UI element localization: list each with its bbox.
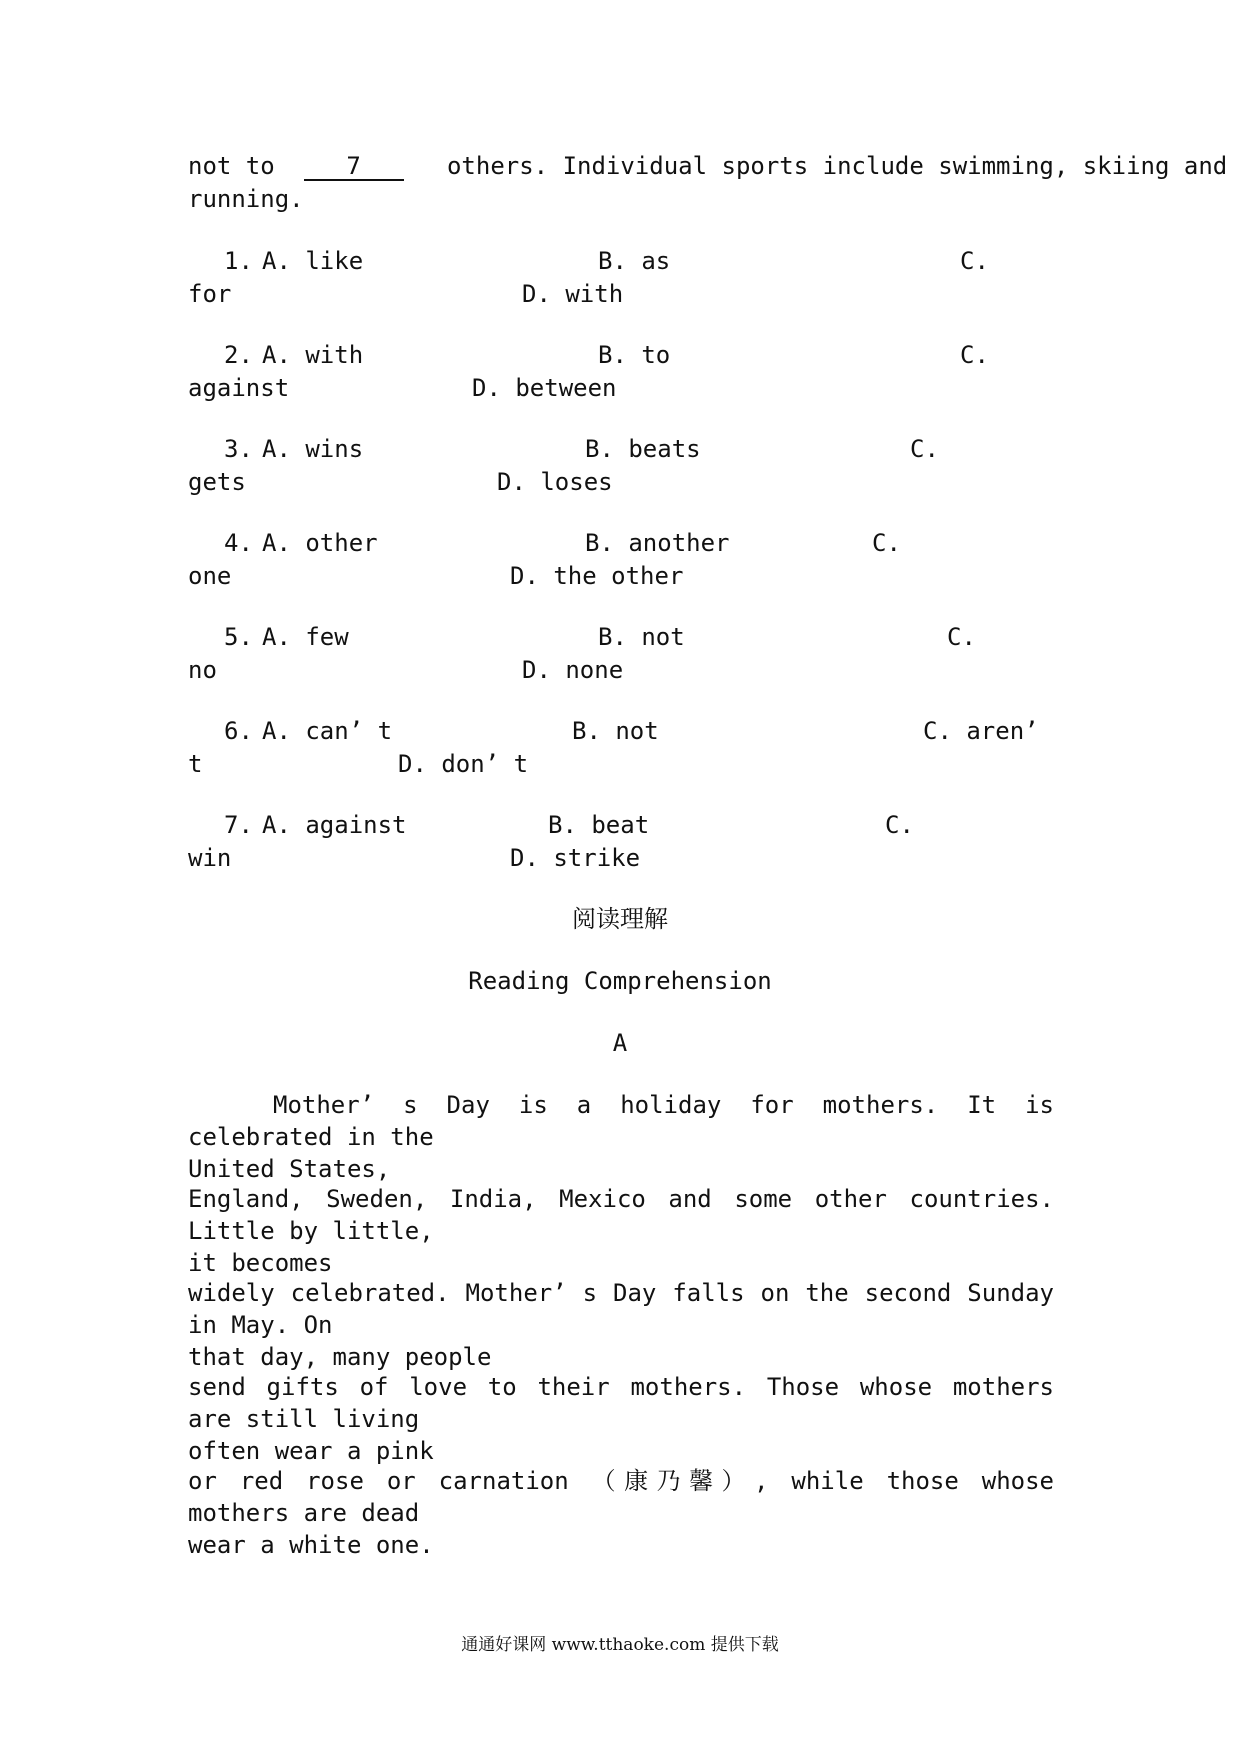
q1-option-d: D. with <box>522 280 624 308</box>
q4-number: 4. <box>224 529 253 557</box>
passage-line-5b: wear a white one. <box>188 1531 434 1559</box>
passage-line-5a: or red rose or carnation （康乃馨）, while those whose mothers are dead <box>188 1467 1054 1527</box>
q3-option-c: C. <box>910 435 939 463</box>
q1-option-c: C. <box>960 247 989 275</box>
q3-number: 3. <box>224 435 253 463</box>
q2-option-a: A. with <box>262 341 364 369</box>
q4-option-b: B. another <box>585 529 730 557</box>
q2-option-d: D. between <box>472 374 617 402</box>
q6-option-d: D. don’ t <box>398 750 529 778</box>
intro-after-blank: others. Individual sports include swimming, skiing and <box>446 152 1228 180</box>
passage-paragraph-5 <box>188 1465 1054 1561</box>
q5-option-c: C. <box>947 623 976 651</box>
q2-option-c-text: against <box>188 374 290 402</box>
intro-line-2: running. <box>188 185 304 213</box>
q3-option-b: B. beats <box>585 435 701 463</box>
section-title-english: Reading Comprehension <box>468 967 772 995</box>
passage-line-1b: United States, <box>188 1155 391 1183</box>
q4-option-d: D. the other <box>510 562 684 590</box>
q5-number: 5. <box>224 623 253 651</box>
q7-option-c-text: win <box>188 844 232 872</box>
blank-7: 7 <box>304 153 404 181</box>
q7-option-c: C. <box>885 811 914 839</box>
q7-option-b: B. beat <box>548 811 650 839</box>
passage-paragraph-1 <box>188 1089 1054 1185</box>
q7-option-d: D. strike <box>510 844 641 872</box>
q2-option-b: B. to <box>598 341 671 369</box>
q6-option-b: B. not <box>572 717 659 745</box>
q1-option-b: B. as <box>598 247 671 275</box>
q1-option-c-text: for <box>188 280 232 308</box>
page-footer: 通通好课网 www.tthaoke.com 提供下载 <box>461 1635 779 1655</box>
intro-before-blank: not to <box>188 152 275 180</box>
q7-option-a: A. against <box>262 811 407 839</box>
passage-line-3a: widely celebrated. Mother’ s Day falls on the second Sunday in May. On <box>188 1279 1054 1339</box>
q1-number: 1. <box>224 247 253 275</box>
q3-option-d: D. loses <box>497 468 613 496</box>
q5-option-a: A. few <box>262 623 349 651</box>
q2-option-c: C. <box>960 341 989 369</box>
q3-option-a: A. wins <box>262 435 364 463</box>
intro-line-1 <box>188 150 1227 182</box>
q6-option-a: A. can’ t <box>262 717 393 745</box>
q5-option-b: B. not <box>598 623 685 651</box>
passage-label: A <box>612 1029 628 1057</box>
q1-option-a: A. like <box>262 247 364 275</box>
passage-line-2b: it becomes <box>188 1249 333 1277</box>
passage-paragraph-3 <box>188 1277 1054 1373</box>
passage-line-4b: often wear a pink <box>188 1437 434 1465</box>
q5-option-d: D. none <box>522 656 624 684</box>
passage-line-2a: England, Sweden, India, Mexico and some other countries. Little by little, <box>188 1185 1054 1245</box>
q6-number: 6. <box>224 717 253 745</box>
q6-option-c-text: t <box>188 750 203 778</box>
passage-line-1a: Mother’ s Day is a holiday for mothers. It is celebrated in the <box>188 1091 1054 1151</box>
passage-line-3b: that day, many people <box>188 1343 492 1371</box>
q5-option-c-text: no <box>188 656 217 684</box>
q2-number: 2. <box>224 341 253 369</box>
q4-option-c: C. <box>872 529 901 557</box>
q4-option-a: A. other <box>262 529 378 557</box>
q6-option-c: C. aren’ <box>923 717 1039 745</box>
section-title-chinese: 阅读理解 <box>572 905 668 933</box>
q3-option-c-text: gets <box>188 468 246 496</box>
q4-option-c-text: one <box>188 562 232 590</box>
passage-paragraph-2 <box>188 1183 1054 1279</box>
passage-line-4a: send gifts of love to their mothers. Those whose mothers are still living <box>188 1373 1054 1433</box>
passage-paragraph-4 <box>188 1371 1054 1467</box>
q7-number: 7. <box>224 811 253 839</box>
